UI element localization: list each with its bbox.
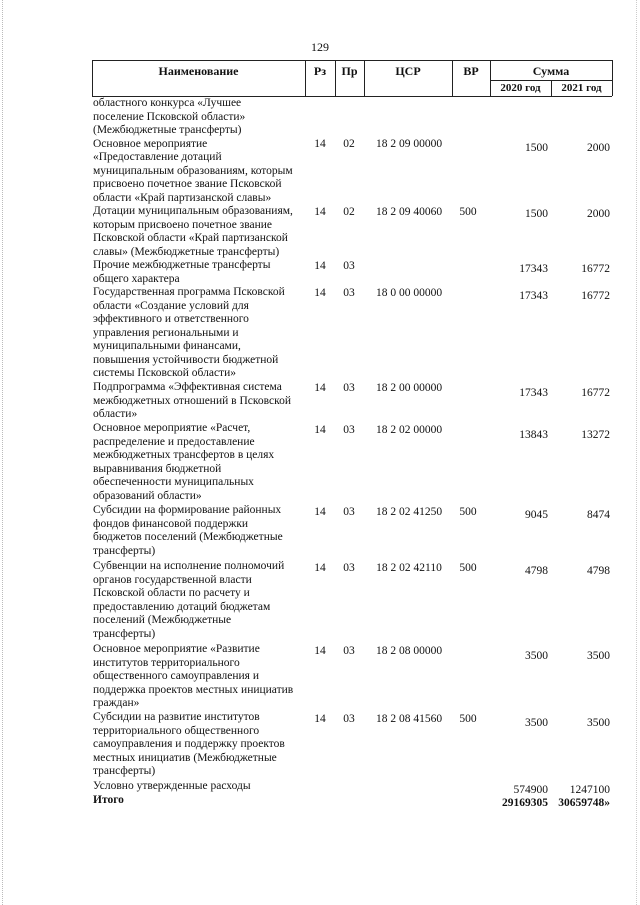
cell-csr: 18 2 02 41250 — [375, 506, 443, 518]
row-name-line: муниципальным образованиям, которым — [93, 164, 293, 177]
cell-pr: 03 — [343, 424, 355, 436]
total-label: Итого — [93, 794, 124, 806]
row-name-line: Субсидии на формирование районных — [93, 504, 282, 516]
row-name-line: системы Псковской области» — [93, 367, 236, 379]
row-name-line: фондов финансовой поддержки — [93, 517, 249, 530]
row-name-line: области «Край партизанской славы» — [93, 191, 272, 204]
row-name-line: Субвенции на исполнение полномочий — [93, 560, 285, 572]
cell-2020: 4798 — [525, 565, 548, 577]
row-name-line: бюджетов поселений (Межбюджетные — [93, 531, 283, 543]
header-year-2020: 2020 год — [500, 82, 541, 94]
cell-csr: 18 0 00 00000 — [375, 287, 443, 299]
scan-margin-left — [2, 0, 3, 905]
row-name-line: муниципальными финансами, — [93, 340, 241, 352]
cell-pr: 03 — [343, 382, 355, 394]
cell-pr: 03 — [343, 562, 355, 574]
cell-2020: 9045 — [525, 509, 548, 521]
cell-rz: 14 — [314, 206, 326, 218]
cell-rz: 14 — [314, 713, 326, 725]
cell-rz: 14 — [314, 562, 326, 574]
cell-rz: 14 — [314, 424, 326, 436]
row-name-line: поддержка проектов местных инициатив — [93, 683, 294, 696]
cell-csr: 18 2 09 40060 — [375, 206, 443, 218]
header-sum: Сумма — [532, 64, 570, 78]
header-year-2021: 2021 год — [561, 82, 602, 94]
page-number: 129 — [311, 40, 329, 54]
cell-2020: 574900 — [513, 784, 548, 796]
header-csr: ЦСР — [395, 64, 421, 78]
cell-pr: 03 — [343, 713, 355, 725]
row-name-line: эффективного и ответственного — [93, 313, 249, 325]
row-name-line: (Межбюджетные трансферты) — [93, 124, 242, 136]
cell-vr: 500 — [459, 562, 477, 574]
cell-2020: 1500 — [525, 208, 548, 220]
cell-2021: 3500 — [587, 650, 610, 662]
row-name-line: повышения устойчивости бюджетной — [93, 353, 279, 366]
cell-csr: 18 2 08 00000 — [375, 645, 443, 657]
row-name-line: области» — [93, 408, 138, 420]
row-name-line: образований области» — [93, 489, 202, 502]
cell-csr: 18 2 02 00000 — [375, 424, 443, 436]
row-name-line: межбюджетных трансфертов в целях — [93, 449, 275, 461]
cell-pr: 03 — [343, 287, 355, 299]
row-name-line: трансферты) — [93, 627, 156, 640]
row-name-line: граждан» — [93, 697, 140, 709]
row-name-line: Субсидии на развитие институтов — [93, 711, 260, 723]
row-name-line: обеспеченности муниципальных — [93, 476, 254, 488]
row-name-line: самоуправления и поддержку проектов — [93, 738, 285, 750]
row-name-line: Основное мероприятие — [93, 137, 208, 150]
row-name-line: Подпрограмма «Эффективная система — [93, 381, 282, 393]
cell-csr: 18 2 09 00000 — [375, 138, 443, 150]
row-name-line: выравнивания бюджетной — [93, 462, 222, 475]
row-name-line: областного конкурса «Лучшее — [93, 97, 242, 109]
row-name-line: Государственная программа Псковской — [93, 286, 285, 298]
cell-rz: 14 — [314, 287, 326, 299]
row-name-line: территориального общественного — [93, 724, 260, 737]
cell-pr: 02 — [343, 206, 355, 218]
cell-2021: 13272 — [581, 429, 610, 441]
cell-2020: 3500 — [525, 717, 548, 729]
cell-2021: 16772 — [581, 263, 610, 275]
cell-vr: 500 — [459, 506, 477, 518]
row-name-line: поселений (Межбюджетные — [93, 614, 232, 626]
row-name-line: общественного самоуправления и — [93, 670, 260, 682]
row-name-line: трансферты) — [93, 765, 156, 777]
row-name-line: Основное мероприятие «Расчет, — [93, 422, 251, 434]
cell-2020: 17343 — [519, 290, 548, 302]
cell-2021: 3500 — [587, 717, 610, 729]
cell-vr: 500 — [459, 713, 477, 725]
row-name-line: которым присвоено почетное звание — [93, 218, 273, 231]
header-col-divider — [612, 60, 613, 96]
header-pr: Пр — [341, 64, 358, 78]
row-name-line: управления региональными и — [93, 326, 239, 339]
row-name-line: области «Создание условий для — [93, 299, 249, 312]
cell-csr: 18 2 00 00000 — [375, 382, 443, 394]
row-name-line: трансферты) — [93, 544, 156, 557]
cell-2020: 13843 — [519, 429, 548, 441]
cell-vr: 500 — [459, 206, 477, 218]
cell-rz: 14 — [314, 506, 326, 518]
row-name-line: распределение и предоставление — [93, 435, 255, 448]
header-name: Наименование — [158, 64, 239, 78]
row-name-line: общего характера — [93, 272, 180, 285]
cell-2021: 2000 — [587, 208, 610, 220]
cell-pr: 03 — [343, 645, 355, 657]
cell-csr: 18 2 02 42110 — [376, 562, 442, 574]
row-name-line: межбюджетных отношений в Псковской — [93, 394, 291, 407]
row-name-line: присвоено почетное звание Псковской — [93, 178, 282, 190]
cell-pr: 03 — [343, 506, 355, 518]
cell-csr: 18 2 08 41560 — [375, 713, 443, 725]
cell-pr: 02 — [343, 138, 355, 150]
row-name-line: Прочие межбюджетные трансферты — [93, 259, 271, 271]
cell-2020: 3500 — [525, 650, 548, 662]
header-vr: ВР — [463, 64, 479, 78]
row-name-line: Основное мероприятие «Развитие — [93, 643, 260, 655]
total-2021: 30659748» — [558, 797, 610, 809]
scan-margin-right — [636, 0, 637, 905]
row-name-line: Условно утвержденные расходы — [93, 780, 251, 792]
header-top-border — [92, 60, 612, 61]
row-name-line: Дотации муниципальным образованиям, — [93, 205, 293, 217]
cell-rz: 14 — [314, 260, 326, 272]
total-2020: 29169305 — [502, 797, 548, 809]
cell-2021: 1247100 — [569, 784, 610, 796]
cell-rz: 14 — [314, 645, 326, 657]
cell-2021: 4798 — [587, 565, 610, 577]
cell-rz: 14 — [314, 138, 326, 150]
cell-pr: 03 — [343, 260, 355, 272]
cell-rz: 14 — [314, 382, 326, 394]
cell-2021: 2000 — [587, 142, 610, 154]
row-name-line: Псковской области по расчету и — [93, 587, 250, 599]
cell-2020: 1500 — [525, 142, 548, 154]
row-name-line: Псковской области «Край партизанской — [93, 232, 288, 244]
row-name-line: поселение Псковской области» — [93, 110, 246, 123]
cell-2021: 8474 — [587, 509, 610, 521]
row-name-line: предоставлению дотаций бюджетам — [93, 600, 271, 613]
cell-2020: 17343 — [519, 263, 548, 275]
row-name-line: местных инициатив (Межбюджетные — [93, 751, 277, 764]
cell-2021: 16772 — [581, 290, 610, 302]
row-name-line: институтов территориального — [93, 656, 240, 669]
row-name-line: славы» (Межбюджетные трансферты) — [93, 245, 280, 258]
cell-2021: 16772 — [581, 387, 610, 399]
header-rz: Рз — [313, 64, 327, 78]
row-name-line: органов государственной власти — [93, 573, 252, 586]
cell-2020: 17343 — [519, 387, 548, 399]
row-name-line: «Предоставление дотаций — [93, 151, 222, 163]
